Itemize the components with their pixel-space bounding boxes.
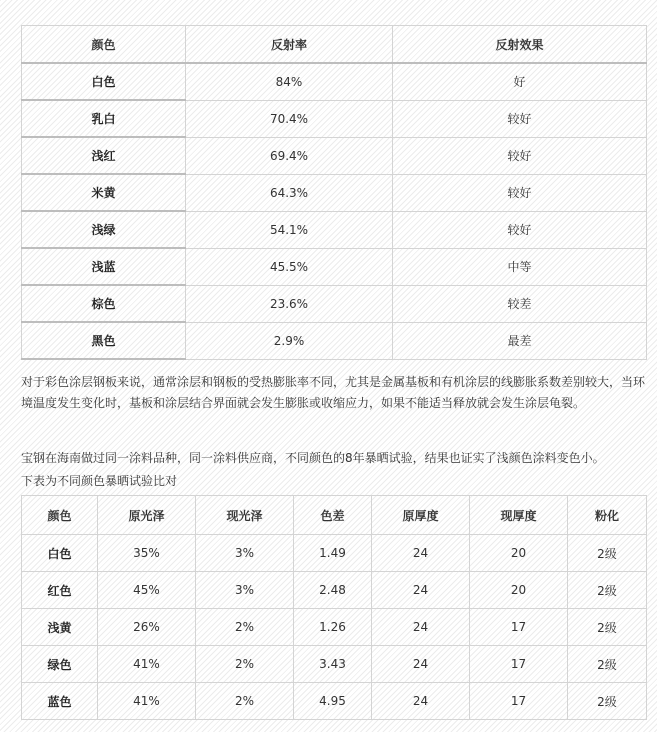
row-color: 浅蓝 <box>22 248 186 285</box>
row-color: 白色 <box>22 63 186 100</box>
row-color: 蓝色 <box>22 683 98 720</box>
reflectance-cell: 84% <box>186 63 393 100</box>
table-cell: 2% <box>196 609 294 646</box>
effect-cell: 较差 <box>393 285 647 322</box>
table-cell: 24 <box>372 683 470 720</box>
table-row <box>22 609 647 646</box>
table-cell: 24 <box>372 572 470 609</box>
table-row <box>22 211 647 248</box>
table-row <box>22 535 647 572</box>
table-cell: 45% <box>98 572 196 609</box>
reflectance-cell: 69.4% <box>186 137 393 174</box>
table-cell: 2% <box>196 683 294 720</box>
table-cell: 17 <box>470 683 568 720</box>
table-cell: 24 <box>372 609 470 646</box>
row-color: 乳白 <box>22 100 186 137</box>
table-cell: 24 <box>372 535 470 572</box>
table-cell: 3.43 <box>294 646 372 683</box>
table-header-row <box>22 26 647 64</box>
table-cell: 2% <box>196 646 294 683</box>
header-reflect-effect: 反射效果 <box>393 26 647 64</box>
table-cell: 3% <box>196 535 294 572</box>
table-row <box>22 100 647 137</box>
header-chalking: 粉化 <box>568 496 647 535</box>
table-cell: 17 <box>470 646 568 683</box>
header-original-gloss: 原光泽 <box>98 496 196 535</box>
table-row <box>22 572 647 609</box>
reflectance-cell: 23.6% <box>186 285 393 322</box>
header-color-difference: 色差 <box>294 496 372 535</box>
table-cell: 20 <box>470 535 568 572</box>
table-row <box>22 63 647 100</box>
weathering-test-table <box>21 495 647 720</box>
header-current-gloss: 现光泽 <box>196 496 294 535</box>
table-row <box>22 683 647 720</box>
reflectance-cell: 64.3% <box>186 174 393 211</box>
table-row <box>22 137 647 174</box>
header-reflectance: 反射率 <box>186 26 393 64</box>
table-row <box>22 322 647 359</box>
reflectance-cell: 54.1% <box>186 211 393 248</box>
table-cell: 20 <box>470 572 568 609</box>
table-cell: 17 <box>470 609 568 646</box>
header-color: 颜色 <box>22 496 98 535</box>
table-cell: 2.48 <box>294 572 372 609</box>
table-cell: 2级 <box>568 683 647 720</box>
table-cell: 2级 <box>568 609 647 646</box>
reflectance-cell: 45.5% <box>186 248 393 285</box>
paragraph-hainan-test: 宝钢在海南做过同一涂料品种，同一涂料供应商，不同颜色的8年暴晒试验，结果也证实了浅颜色涂料变色小。 <box>21 451 605 465</box>
table-row <box>22 174 647 211</box>
reflectance-cell: 70.4% <box>186 100 393 137</box>
table-cell: 41% <box>98 646 196 683</box>
effect-cell: 较好 <box>393 100 647 137</box>
row-color: 黑色 <box>22 322 186 359</box>
table-cell: 1.49 <box>294 535 372 572</box>
row-color: 米黄 <box>22 174 186 211</box>
table-cell: 1.26 <box>294 609 372 646</box>
table-header-row <box>22 496 647 535</box>
header-original-thickness: 原厚度 <box>372 496 470 535</box>
row-color: 棕色 <box>22 285 186 322</box>
table-cell: 3% <box>196 572 294 609</box>
row-color: 红色 <box>22 572 98 609</box>
table-row <box>22 285 647 322</box>
effect-cell: 较好 <box>393 211 647 248</box>
effect-cell: 好 <box>393 63 647 100</box>
table-cell: 2级 <box>568 535 647 572</box>
table-cell: 4.95 <box>294 683 372 720</box>
table-cell: 41% <box>98 683 196 720</box>
header-color: 颜色 <box>22 26 186 64</box>
row-color: 浅红 <box>22 137 186 174</box>
table-cell: 35% <box>98 535 196 572</box>
reflectance-cell: 2.9% <box>186 322 393 359</box>
table-cell: 2级 <box>568 572 647 609</box>
table-row <box>22 646 647 683</box>
effect-cell: 中等 <box>393 248 647 285</box>
effect-cell: 较好 <box>393 174 647 211</box>
paragraph-table-intro: 下表为不同颜色暴晒试验比对 <box>21 474 178 488</box>
paragraph-expansion: 对于彩色涂层钢板来说，通常涂层和钢板的受热膨胀率不同，尤其是金属基板和有机涂层的线膨胀系数差别较大，当环境温度发生变化时，基板和涂层结合界面就会发生膨胀或收缩应力，如果不能适当释放就会发生涂层龟裂。 <box>21 375 646 410</box>
effect-cell: 最差 <box>393 322 647 359</box>
header-current-thickness: 现厚度 <box>470 496 568 535</box>
row-color: 浅黄 <box>22 609 98 646</box>
table-cell: 24 <box>372 646 470 683</box>
row-color: 白色 <box>22 535 98 572</box>
table-row <box>22 248 647 285</box>
table-cell: 26% <box>98 609 196 646</box>
row-color: 浅绿 <box>22 211 186 248</box>
table-cell: 2级 <box>568 646 647 683</box>
effect-cell: 较好 <box>393 137 647 174</box>
row-color: 绿色 <box>22 646 98 683</box>
reflectance-table <box>21 25 647 360</box>
